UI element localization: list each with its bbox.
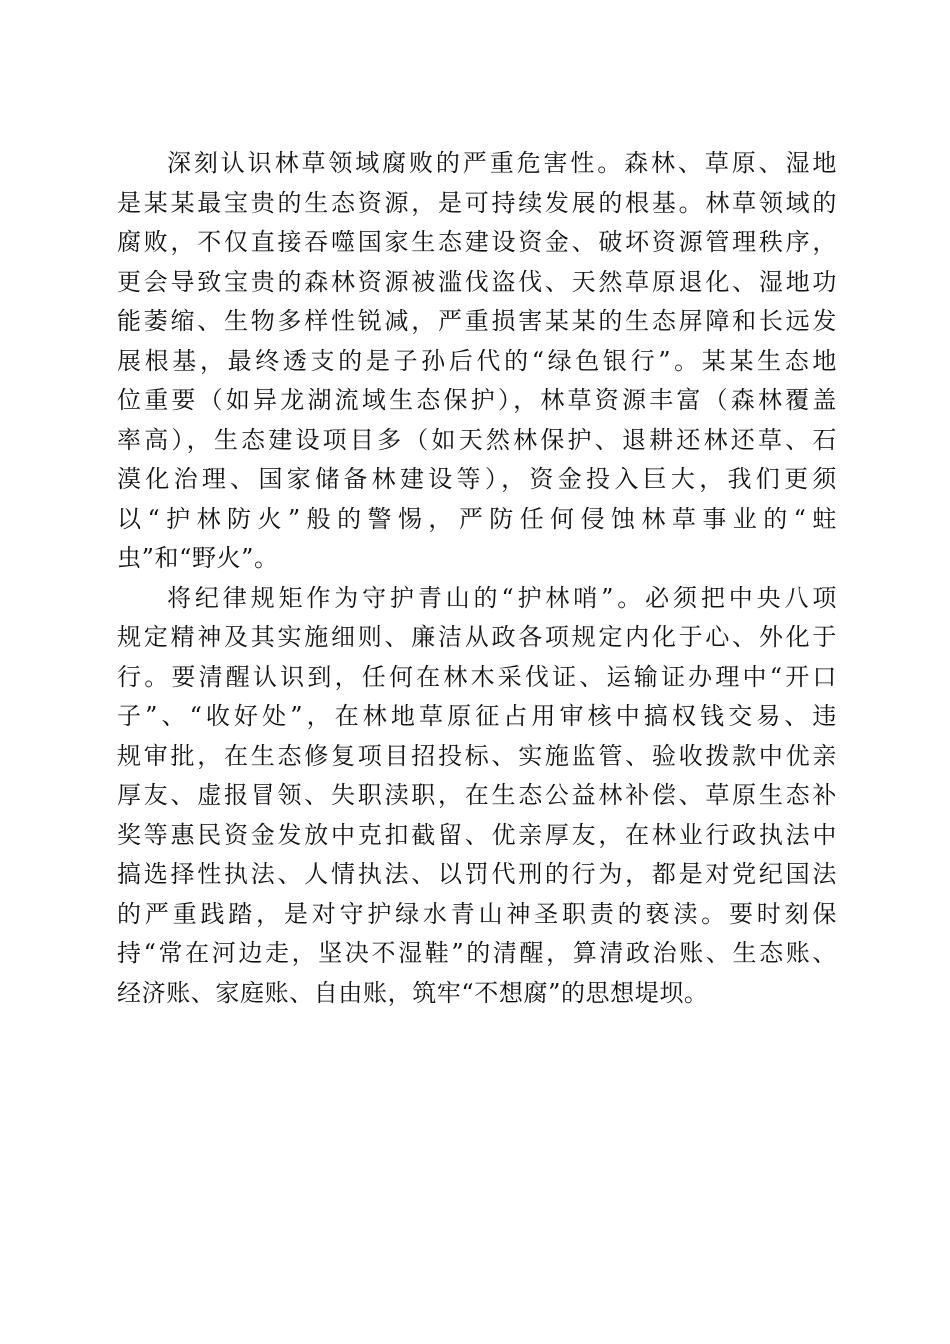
paragraph-line: 以“护林防火”般的警惕，严防任何侵蚀林草事业的“蛀 xyxy=(117,504,837,533)
paragraph-line: 搞选择性执法、人情执法、以罚代刑的行为，都是对党纪国法 xyxy=(117,860,837,888)
paragraph-line: 经济账、家庭账、自由账，筑牢“不想腐”的思想堤坝。 xyxy=(117,978,709,1007)
paragraph-line: 虫”和“野火”。 xyxy=(117,544,279,572)
paragraph-line: 规审批，在生态修复项目招投标、实施监管、验收拨款中优亲 xyxy=(117,741,837,770)
paragraph-line: 子”、“收好处”，在林地草原征占用审核中搞权钱交易、违 xyxy=(117,702,837,730)
paragraph-1 xyxy=(117,144,837,579)
document-body xyxy=(117,144,837,1013)
paragraph-line: 位重要（如异龙湖流域生态保护），林草资源丰富（森林覆盖 xyxy=(117,386,837,414)
paragraph-line: 漠化治理、国家储备林建设等），资金投入巨大，我们更须 xyxy=(117,465,837,493)
paragraph-line: 持“常在河边走，坚决不湿鞋”的清醒，算清政治账、生态账、 xyxy=(117,939,837,967)
paragraph-line: 腐败，不仅直接吞噬国家生态建设资金、破坏资源管理秩序， xyxy=(117,228,837,256)
paragraph-line: 行。要清醒认识到，任何在林木采伐证、运输证办理中“开口 xyxy=(117,662,837,691)
paragraph-line: 率高），生态建设项目多（如天然林保护、退耕还林还草、石 xyxy=(117,425,837,454)
paragraph-line: 的严重践踏，是对守护绿水青山神圣职责的亵渎。要时刻保 xyxy=(117,899,837,928)
paragraph-line: 厚友、虚报冒领、失职渎职，在生态公益林补偿、草原生态补 xyxy=(117,781,837,809)
paragraph-line: 奖等惠民资金发放中克扣截留、优亲厚友，在林业行政执法中 xyxy=(117,820,837,849)
paragraph-line: 将纪律规矩作为守护青山的“护林哨”。必须把中央八项 xyxy=(167,583,837,612)
paragraph-line: 是某某最宝贵的生态资源，是可持续发展的根基。林草领域的 xyxy=(117,188,837,217)
paragraph-line: 更会导致宝贵的森林资源被滥伐盗伐、天然草原退化、湿地功 xyxy=(117,267,837,296)
paragraph-line: 规定精神及其实施细则、廉洁从政各项规定内化于心、外化于 xyxy=(117,623,837,651)
paragraph-line: 展根基，最终透支的是子孙后代的“绿色银行”。某某生态地 xyxy=(117,346,837,375)
paragraph-2 xyxy=(117,579,837,1014)
paragraph-line: 能萎缩、生物多样性锐减，严重损害某某的生态屏障和长远发 xyxy=(117,307,837,335)
paragraph-line: 深刻认识林草领域腐败的严重危害性。森林、草原、湿地 xyxy=(167,149,837,177)
